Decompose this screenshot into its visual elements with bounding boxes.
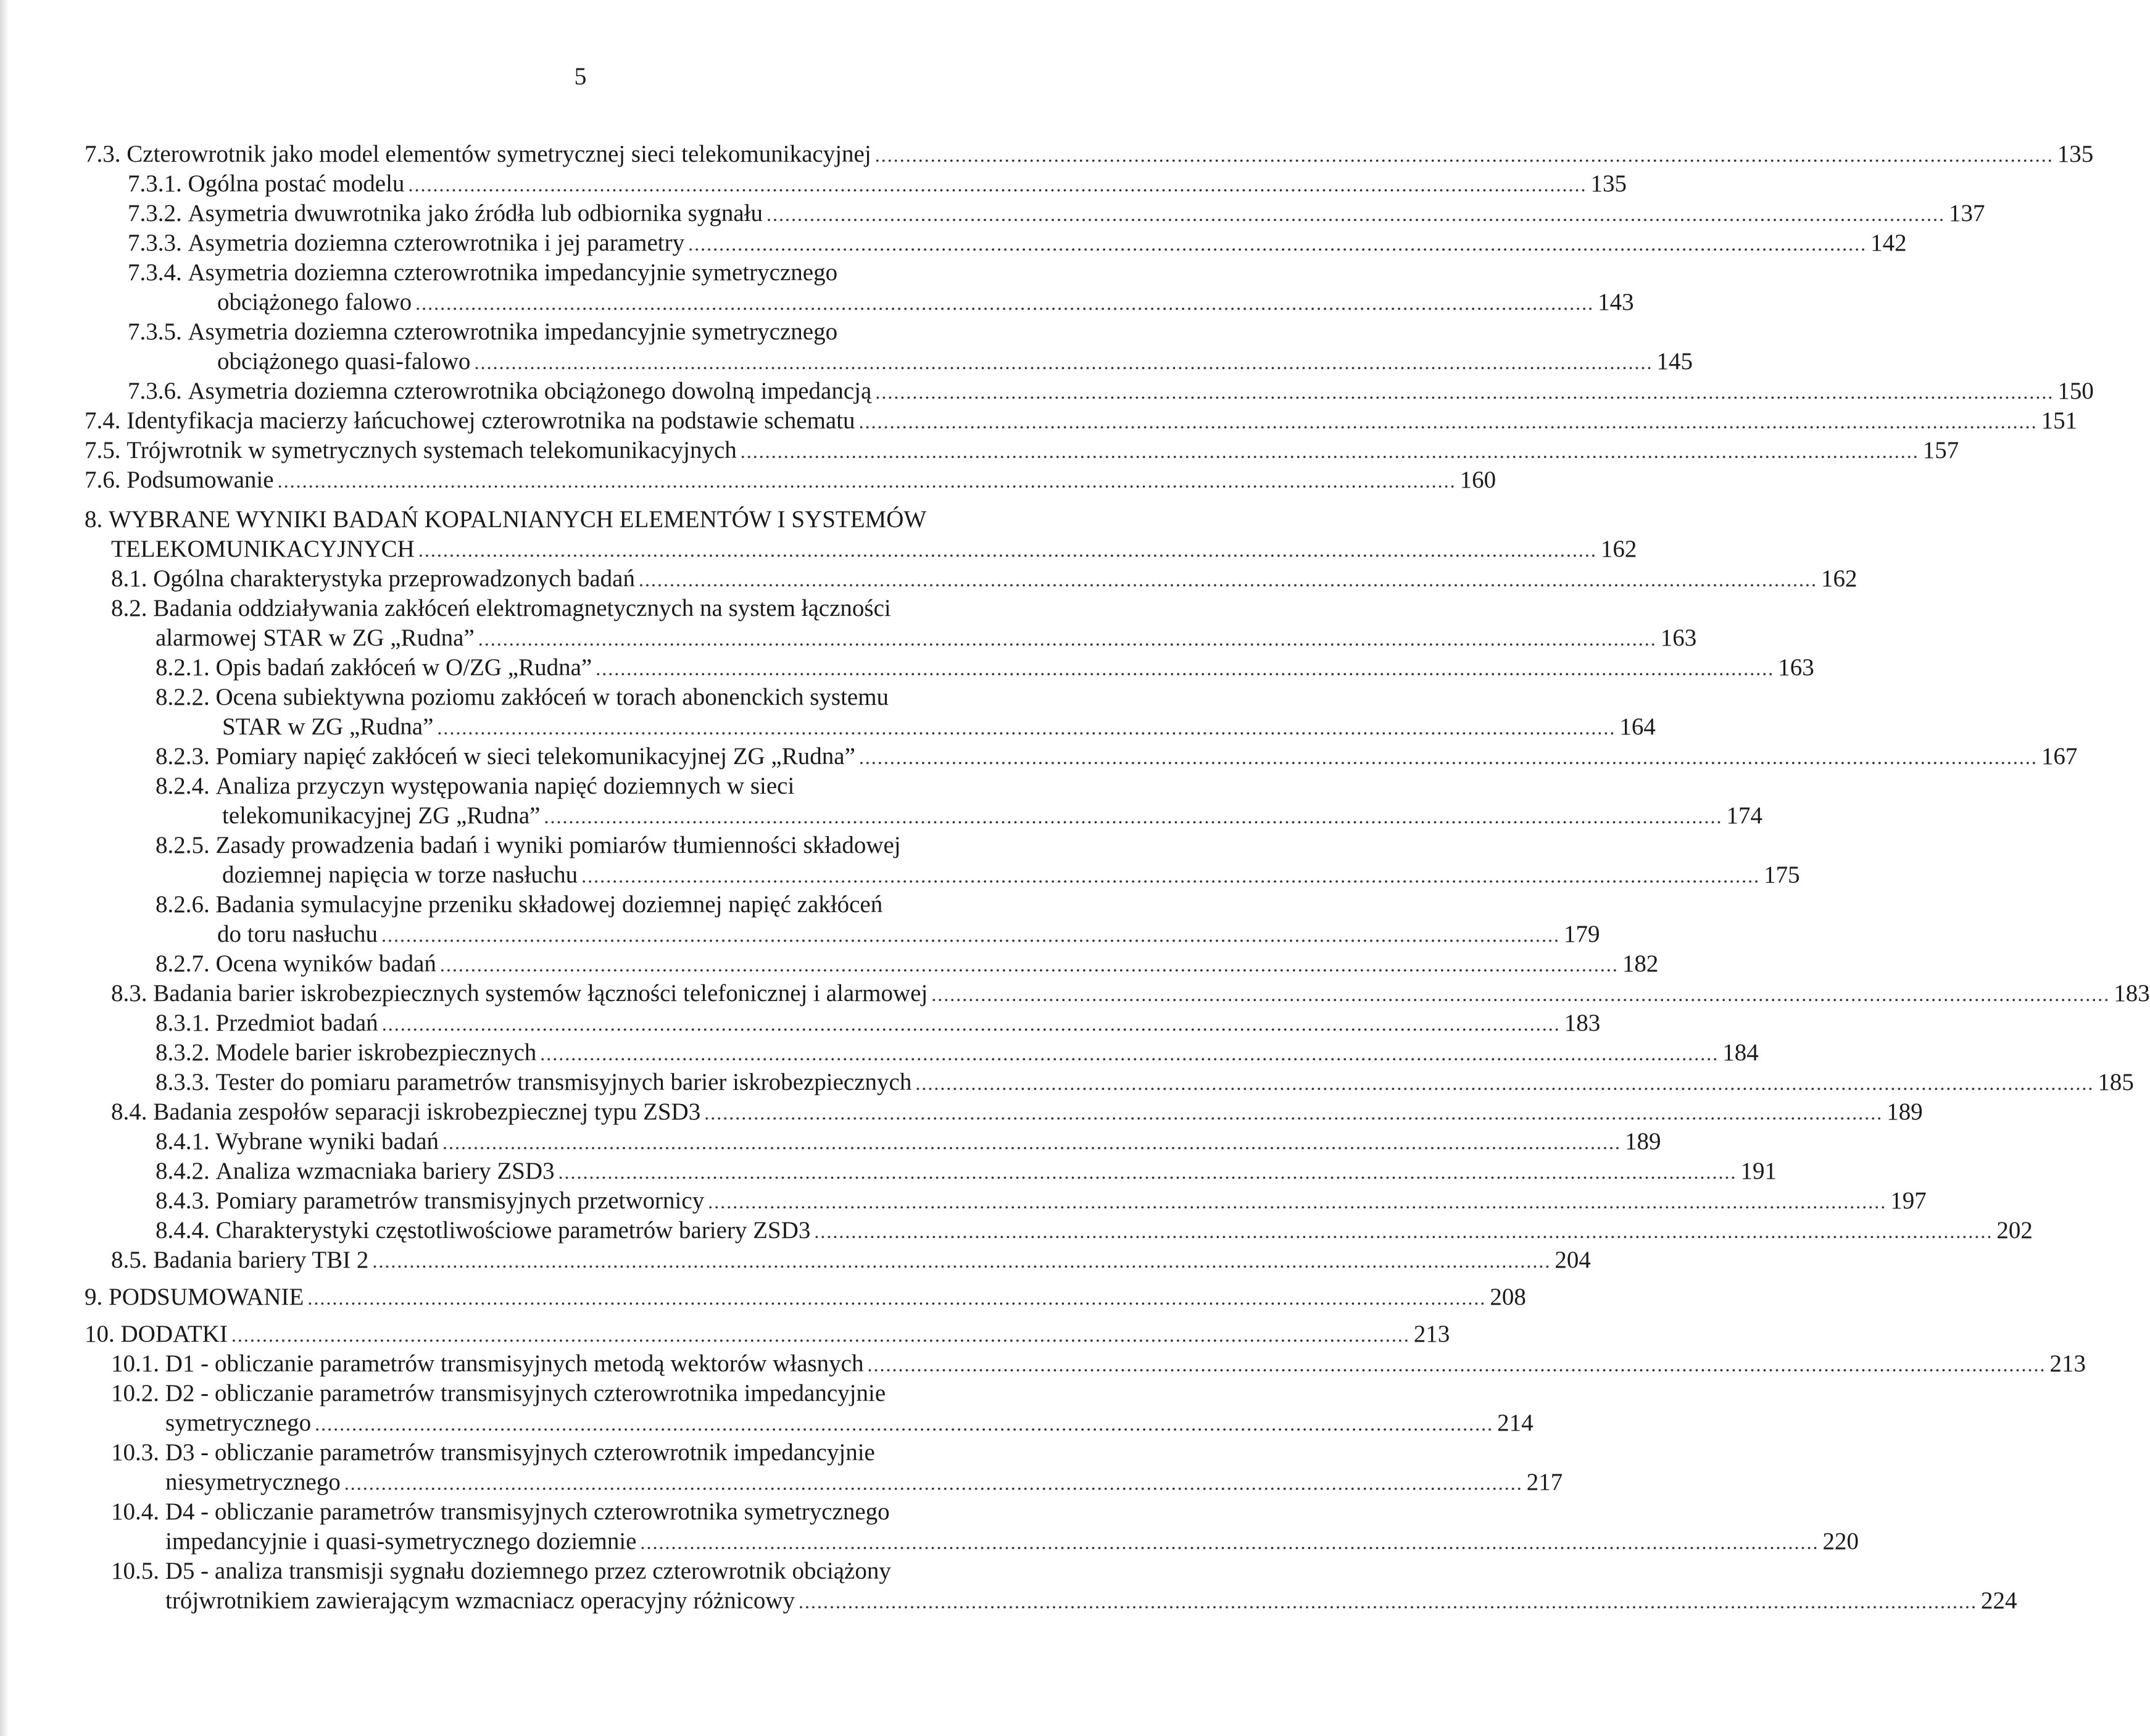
entry-title: telekomunikacyjnej ZG „Rudna” [222, 802, 541, 829]
entry-number: 8.2.5. [156, 832, 210, 858]
leader-dots: ............................................................................................................................................................................................... [540, 1042, 1719, 1065]
toc-entry-8-3-1[interactable] [156, 1008, 1601, 1038]
entry-page: 197 [1890, 1187, 1927, 1214]
entry-title: obciążonego quasi-falowo [217, 348, 471, 375]
entry-page: 183 [2114, 980, 2150, 1007]
entry-number: 8.4.3. [156, 1187, 210, 1214]
leader-dots: ............................................................................................................................................................................................... [415, 292, 1595, 314]
leader-dots: ............................................................................................................................................................................................... [307, 1287, 1487, 1309]
toc-entry-7-3-4[interactable] [217, 288, 1634, 317]
entry-page: 174 [1726, 802, 1762, 829]
toc-entry-9[interactable] [85, 1282, 1526, 1312]
toc-entry-10-4[interactable] [165, 1527, 1859, 1556]
entry-title-line1: Badania symulacyjne przeniku składowej doziemnej napięć zakłóceń [215, 891, 883, 918]
toc-entry-8-2-line1[interactable] [111, 594, 891, 623]
entry-title: Tester do pomiaru parametrów transmisyjnych barier iskrobezpiecznych [215, 1069, 912, 1095]
entry-number: 8.4.2. [156, 1158, 210, 1184]
entry-page: 143 [1598, 289, 1634, 315]
leader-dots: ............................................................................................................................................................................................... [277, 470, 1456, 492]
entry-title: TELEKOMUNIKACYJNYCH [111, 536, 415, 562]
entry-title-line1: Ocena subiektywna poziomu zakłóceń w torach abonenckich systemu [215, 684, 889, 710]
entry-page: 167 [2041, 743, 2078, 770]
leader-dots: ............................................................................................................................................................................................... [474, 351, 1653, 373]
entry-page: 220 [1822, 1528, 1859, 1555]
toc-entry-7-3-1[interactable] [128, 169, 1627, 199]
toc-entry-8-line1[interactable] [85, 505, 926, 534]
leader-dots: ............................................................................................................................................................................................... [740, 440, 1919, 462]
entry-title: Badania barier iskrobezpiecznych systemów łączności telefonicznej i alarmowej [153, 980, 928, 1007]
toc-entry-7-3-2[interactable] [128, 199, 1985, 228]
leader-dots: ............................................................................................................................................................................................... [437, 716, 1616, 739]
entry-page: 224 [1981, 1587, 2017, 1614]
entry-number: 7.4. [85, 407, 121, 434]
leader-dots: ............................................................................................................................................................................................... [231, 1324, 1410, 1346]
entry-number: 8. [85, 506, 103, 533]
entry-title: D1 - obliczanie parametrów transmisyjnych metodą wektorów własnych [165, 1350, 864, 1377]
entry-title: Ogólna charakterystyka przeprowadzonych badań [153, 565, 635, 592]
entry-number: 10.2. [111, 1380, 159, 1406]
leader-dots: ............................................................................................................................................................................................... [596, 657, 1775, 679]
toc-entry-7-5[interactable] [85, 436, 1959, 465]
entry-page: 162 [1821, 565, 1857, 592]
entry-title-line1: Analiza przyczyn występowania napięć doziemnych w sieci [215, 773, 795, 799]
entry-title: Identyfikacja macierzy łańcuchowej czterowrotnika na podstawie schematu [127, 407, 855, 434]
entry-number: 10.5. [111, 1558, 159, 1584]
entry-number: 10.4. [111, 1498, 159, 1525]
toc-entry-8-2-6[interactable] [217, 920, 1600, 949]
leader-dots: ............................................................................................................................................................................................... [799, 1590, 1978, 1613]
leader-dots: ............................................................................................................................................................................................... [874, 144, 2054, 166]
entry-page: 183 [1564, 1010, 1601, 1036]
entry-page: 204 [1554, 1247, 1591, 1273]
leader-dots: ............................................................................................................................................................................................... [381, 924, 1560, 946]
leader-dots: ............................................................................................................................................................................................... [931, 983, 2111, 1005]
entry-title: PODSUMOWANIE [109, 1284, 304, 1310]
entry-number: 8.2.3. [156, 743, 210, 770]
entry-page: 135 [2057, 141, 2094, 167]
entry-title: Badania zespołów separacji iskrobezpiecznej typu ZSD3 [153, 1098, 701, 1125]
toc-entry-7-3-6[interactable] [128, 376, 2094, 406]
toc-entry-8-3[interactable] [111, 979, 2150, 1008]
leader-dots: ............................................................................................................................................................................................... [439, 953, 1619, 976]
leader-dots: ............................................................................................................................................................................................... [688, 233, 1867, 255]
toc-entry-7-6[interactable] [85, 465, 1496, 495]
toc-entry-8-4-3[interactable] [156, 1186, 1927, 1216]
entry-title: Pomiary napięć zakłóceń w sieci telekomunikacyjnej ZG „Rudna” [215, 743, 855, 770]
toc-entry-10-2-line1[interactable] [111, 1379, 886, 1408]
toc-entry-10-2[interactable] [165, 1408, 1534, 1438]
entry-page: 163 [1778, 654, 1814, 681]
page-number: 5 [574, 62, 587, 90]
entry-page: 160 [1459, 467, 1496, 493]
toc-entry-8-3-2[interactable] [156, 1038, 1759, 1068]
entry-number: 7.3.6. [128, 378, 182, 404]
toc-entry-8-3-3[interactable] [156, 1068, 2134, 1097]
entry-page: 157 [1922, 437, 1959, 463]
leader-dots: ............................................................................................................................................................................................... [478, 628, 1657, 650]
entry-page: 163 [1660, 625, 1697, 651]
entry-page: 142 [1870, 230, 1907, 256]
entry-number: 8.2.7. [156, 950, 210, 977]
entry-title: trójwrotnikiem zawierającym wzmacniacz operacyjny różnicowy [165, 1587, 795, 1614]
entry-title: Wybrane wyniki badań [215, 1128, 439, 1155]
entry-page: 191 [1740, 1158, 1777, 1184]
toc-entry-7-3-4-line1[interactable] [128, 258, 837, 288]
entry-title: DODATKI [120, 1321, 228, 1347]
entry-page: 214 [1497, 1410, 1534, 1436]
entry-title: Modele barier iskrobezpiecznych [215, 1039, 537, 1066]
entry-title: Asymetria dwuwrotnika jako źródła lub odbiornika sygnału [188, 200, 763, 226]
entry-number: 8.3.2. [156, 1039, 210, 1066]
entry-number: 7.3.2. [128, 200, 182, 226]
entry-number: 8.2. [111, 595, 147, 621]
entry-page: 213 [2049, 1350, 2086, 1377]
entry-title: niesymetrycznego [165, 1469, 341, 1495]
leader-dots: ............................................................................................................................................................................................... [867, 1353, 2046, 1376]
entry-number: 7.3.3. [128, 230, 182, 256]
toc-entry-10-4-line1[interactable] [111, 1497, 890, 1527]
entry-title-line1: Badania oddziaływania zakłóceń elektromagnetycznych na system łączności [153, 595, 891, 621]
toc-entry-8-2-2[interactable] [222, 712, 1656, 742]
toc-entry-8-2-5[interactable] [222, 860, 1800, 890]
leader-dots: ............................................................................................................................................................................................... [766, 203, 1945, 225]
toc-entry-10-3[interactable] [165, 1468, 1563, 1497]
leader-dots: ............................................................................................................................................................................................... [704, 1102, 1883, 1124]
leader-dots: ............................................................................................................................................................................................... [708, 1190, 1887, 1213]
leader-dots: ............................................................................................................................................................................................... [581, 865, 1761, 887]
toc-entry-8-2-7[interactable] [156, 949, 1659, 979]
entry-title: Ocena wyników badań [215, 950, 436, 977]
entry-number: 7.3.5. [128, 318, 182, 345]
entry-number: 8.4.1. [156, 1128, 210, 1155]
leader-dots: ............................................................................................................................................................................................... [858, 746, 2038, 768]
entry-title: Asymetria doziemna czterowrotnika obciążonego dowolną impedancją [188, 378, 872, 404]
entry-title: symetrycznego [165, 1410, 312, 1436]
entry-title: impedancyjnie i quasi-symetrycznego doziemnie [165, 1528, 637, 1555]
leader-dots: ............................................................................................................................................................................................... [442, 1131, 1622, 1153]
entry-title: doziemnej napięcia w torze nasłuchu [222, 862, 578, 888]
toc-entry-8-4-2[interactable] [156, 1157, 1777, 1186]
entry-number: 8.3.1. [156, 1010, 210, 1036]
entry-number: 9. [85, 1284, 103, 1310]
entry-page: 145 [1656, 348, 1693, 375]
toc-entry-8-1[interactable] [111, 564, 1857, 594]
toc-entry-7-3-3[interactable] [128, 228, 1907, 258]
entry-page: 189 [1625, 1128, 1661, 1155]
entry-page: 164 [1619, 713, 1656, 740]
entry-title: Ogólna postać modelu [188, 170, 405, 197]
leader-dots: ............................................................................................................................................................................................... [640, 1531, 1819, 1553]
entry-title: Czterowrotnik jako model elementów symetrycznej sieci telekomunikacyjnej [127, 141, 871, 167]
leader-dots: ............................................................................................................................................................................................... [639, 568, 1817, 591]
toc-entry-8-2-2-line1[interactable] [156, 683, 889, 712]
entry-page: 150 [2057, 378, 2094, 404]
toc-entry-7-3-5[interactable] [217, 347, 1693, 376]
entry-title: Opis badań zakłóceń w O/ZG „Rudna” [215, 654, 592, 681]
table-of-contents [0, 139, 2150, 1719]
entry-page: 151 [2041, 407, 2078, 434]
entry-title: STAR w ZG „Rudna” [222, 713, 434, 740]
entry-number: 8.4. [111, 1098, 147, 1125]
entry-number: 8.2.4. [156, 773, 210, 799]
leader-dots: ............................................................................................................................................................................................... [372, 1250, 1551, 1272]
entry-title: alarmowej STAR w ZG „Rudna” [156, 625, 475, 651]
leader-dots: ............................................................................................................................................................................................... [315, 1413, 1494, 1435]
entry-page: 137 [1948, 200, 1985, 226]
entry-page: 179 [1563, 921, 1600, 947]
entry-number: 8.2.2. [156, 684, 210, 710]
entry-number: 7.5. [85, 437, 121, 463]
toc-entry-10-3-line1[interactable] [111, 1438, 875, 1468]
entry-title-line1: D3 - obliczanie parametrów transmisyjnych czterowrotnik impedancyjnie [165, 1439, 875, 1466]
entry-page: 208 [1490, 1284, 1526, 1310]
entry-page: 217 [1526, 1469, 1563, 1495]
entry-number: 10. [85, 1321, 115, 1347]
leader-dots: ............................................................................................................................................................................................... [381, 1013, 1561, 1035]
entry-title: do toru nasłuchu [217, 921, 378, 947]
entry-page: 202 [1996, 1217, 2033, 1244]
toc-entry-8-4[interactable] [111, 1097, 1923, 1127]
leader-dots: ............................................................................................................................................................................................... [915, 1072, 2094, 1094]
entry-number: 7.3.4. [128, 259, 182, 286]
leader-dots: ............................................................................................................................................................................................... [558, 1161, 1737, 1183]
toc-entry-10-5-line1[interactable] [111, 1556, 891, 1586]
entry-number: 7.3.1. [128, 170, 182, 197]
entry-title: Asymetria doziemna czterowrotnika i jej parametry [188, 230, 685, 256]
entry-title-line1: Zasady prowadzenia badań i wyniki pomiarów tłumienności składowej [215, 832, 901, 858]
entry-page: 185 [2098, 1069, 2134, 1095]
entry-number: 8.3.3. [156, 1069, 210, 1095]
entry-number: 8.4.4. [156, 1217, 210, 1244]
entry-title: Badania bariery TBI 2 [153, 1247, 369, 1273]
leader-dots: ............................................................................................................................................................................................... [544, 805, 1723, 828]
toc-entry-7-3[interactable] [85, 139, 2094, 169]
entry-number: 8.5. [111, 1247, 147, 1273]
entry-title-line1: D5 - analiza transmisji sygnału doziemnego przez czterowrotnik obciążony [165, 1558, 891, 1584]
entry-number: 8.2.1. [156, 654, 210, 681]
toc-entry-8-2-6-line1[interactable] [156, 890, 882, 920]
toc-entry-8-2[interactable] [156, 623, 1697, 653]
entry-number: 8.2.6. [156, 891, 210, 918]
toc-entry-7-4[interactable] [85, 406, 2078, 436]
toc-entry-8-2-4[interactable] [222, 801, 1762, 831]
leader-dots: ............................................................................................................................................................................................... [418, 539, 1597, 561]
entry-title-line1: WYBRANE WYNIKI BADAŃ KOPALNIANYCH ELEMENTÓW I SYSTEMÓW [109, 506, 927, 533]
entry-title-line1: D2 - obliczanie parametrów transmisyjnych czterowrotnika impedancyjnie [165, 1380, 886, 1406]
toc-entry-8[interactable] [111, 534, 1637, 564]
toc-entry-7-3-5-line1[interactable] [128, 317, 837, 347]
entry-title: obciążonego falowo [217, 289, 412, 315]
entry-title: Przedmiot badań [215, 1010, 378, 1036]
entry-page: 162 [1600, 536, 1637, 562]
leader-dots: ............................................................................................................................................................................................... [875, 381, 2054, 403]
entry-page: 184 [1722, 1039, 1759, 1066]
entry-number: 8.3. [111, 980, 147, 1007]
toc-entry-8-2-4-line1[interactable] [156, 771, 794, 801]
entry-title: Podsumowanie [127, 467, 274, 493]
toc-entry-8-5[interactable] [111, 1245, 1591, 1275]
entry-number: 10.1. [111, 1350, 159, 1377]
toc-entry-10-5[interactable] [165, 1586, 2017, 1616]
entry-number: 7.6. [85, 467, 121, 493]
leader-dots: ............................................................................................................................................................................................... [858, 410, 2038, 433]
entry-title: Charakterystyki częstotliwościowe parametrów bariery ZSD3 [215, 1217, 811, 1244]
toc-entry-8-4-1[interactable] [156, 1127, 1661, 1157]
entry-page: 182 [1622, 950, 1659, 977]
entry-number: 10.3. [111, 1439, 159, 1466]
entry-title: Pomiary parametrów transmisyjnych przetwornicy [215, 1187, 705, 1214]
toc-entry-8-2-3[interactable] [156, 742, 2078, 771]
toc-entry-10-1[interactable] [111, 1349, 2086, 1379]
entry-page: 189 [1886, 1098, 1923, 1125]
entry-page: 213 [1413, 1321, 1450, 1347]
toc-entry-8-2-5-line1[interactable] [156, 831, 901, 860]
toc-entry-10[interactable] [85, 1319, 1450, 1349]
entry-number: 7.3. [85, 141, 121, 167]
entry-title-line1: Asymetria doziemna czterowrotnika impedancyjnie symetrycznego [188, 259, 838, 286]
entry-title: Analiza wzmacniaka bariery ZSD3 [215, 1158, 555, 1184]
entry-title-line1: Asymetria doziemna czterowrotnika impedancyjnie symetrycznego [188, 318, 838, 345]
entry-page: 135 [1590, 170, 1627, 197]
toc-entry-8-4-4[interactable] [156, 1216, 2033, 1245]
leader-dots: ............................................................................................................................................................................................... [344, 1472, 1523, 1494]
entry-number: 8.1. [111, 565, 147, 592]
entry-title-line1: D4 - obliczanie parametrów transmisyjnych czterowrotnika symetrycznego [165, 1498, 890, 1525]
leader-dots: ............................................................................................................................................................................................... [814, 1220, 1993, 1242]
toc-entry-8-2-1[interactable] [156, 653, 1814, 683]
entry-title: Trójwrotnik w symetrycznych systemach telekomunikacyjnych [127, 437, 737, 463]
entry-page: 175 [1764, 862, 1800, 888]
leader-dots: ............................................................................................................................................................................................... [408, 173, 1587, 196]
